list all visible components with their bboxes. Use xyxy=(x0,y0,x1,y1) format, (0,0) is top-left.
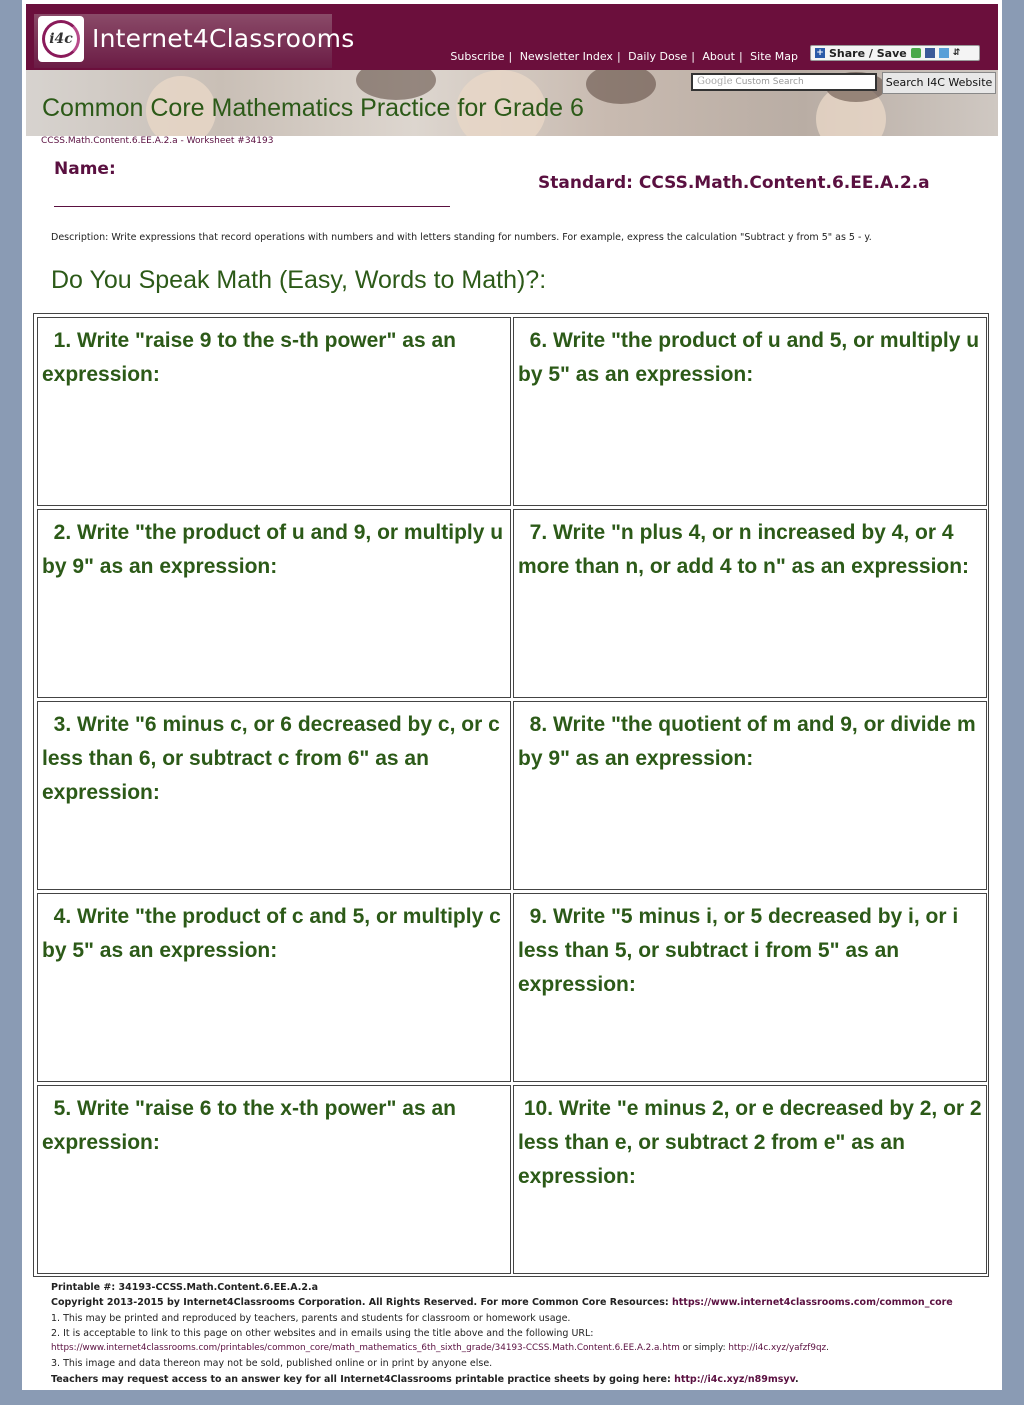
question-text: 9. Write "5 minus i, or 5 decreased by i, or i less than 5, or subtract i from 5" as an expression: xyxy=(518,905,959,996)
breadcrumb: CCSS.Math.Content.6.EE.A.2.a - Worksheet #34193 xyxy=(41,136,274,146)
facebook-icon[interactable] xyxy=(925,48,935,58)
nav-separator: | xyxy=(691,50,695,63)
worksheet-title: Do You Speak Math (Easy, Words to Math)?: xyxy=(51,266,547,294)
worksheet-page xyxy=(22,0,1002,1390)
copyright xyxy=(51,1295,991,1310)
nav-separator: | xyxy=(616,50,621,63)
google-logo: Google xyxy=(697,76,733,87)
question-text: 7. Write "n plus 4, or n increased by 4, or 4 more than n, or add 4 to n" as an expression: xyxy=(518,521,970,578)
or-simply-text: or simply: xyxy=(679,1343,729,1354)
note-3: 3. This image and data thereon may not be sold, published online or in print by anyone else. xyxy=(51,1358,493,1370)
answer-key-note xyxy=(51,1372,991,1387)
question-cell xyxy=(37,317,511,506)
question-text: 1. Write "raise 9 to the s-th power" as an expression: xyxy=(42,329,456,386)
nav-subscribe[interactable]: Subscribe xyxy=(450,50,505,63)
question-cell xyxy=(513,509,987,698)
question-text: 3. Write "6 minus c, or 6 decreased by c, or c less than 6, or subtract c from 6" as an expression: xyxy=(42,713,500,804)
nav-about[interactable]: About xyxy=(702,50,735,63)
worksheet-footer xyxy=(51,1280,991,1387)
note-2: 2. It is acceptable to link to this page on other websites and in emails using the title above and the following URL: xyxy=(51,1327,594,1339)
email-share-icon[interactable] xyxy=(911,48,921,58)
standard-label: Standard: CCSS.Math.Content.6.EE.A.2.a xyxy=(538,173,930,193)
share-plus-icon: + xyxy=(816,48,824,58)
search-placeholder: Custom Search xyxy=(735,77,804,87)
share-label: Share / Save xyxy=(829,46,907,60)
logo-text: Internet4Classrooms xyxy=(92,24,355,53)
nav-newsletter-index[interactable]: Newsletter Index xyxy=(519,50,613,63)
nav-site-map[interactable]: Site Map xyxy=(750,50,798,63)
page-title: Common Core Mathematics Practice for Grade 6 xyxy=(42,94,584,122)
question-cell xyxy=(37,701,511,890)
site-logo[interactable] xyxy=(34,14,355,68)
url-suffix: . xyxy=(826,1343,829,1354)
search-input[interactable] xyxy=(691,73,877,91)
question-cell xyxy=(37,509,511,698)
question-text: 6. Write "the product of u and 5, or multiply u by 5" as an expression: xyxy=(518,329,980,386)
top-nav xyxy=(450,50,798,63)
question-cell xyxy=(37,1085,511,1274)
copyright-text: Copyright 2013-2015 by Internet4Classrooms Corporation. All Rights Reserved. For more Common Core Resources: xyxy=(51,1297,672,1309)
short-url-link[interactable]: http://i4c.xyz/yafzf9qz xyxy=(728,1343,827,1354)
search-button[interactable]: Search I4C Website xyxy=(882,72,996,94)
i4c-logo-icon xyxy=(38,16,84,62)
site-header xyxy=(26,4,998,70)
twitter-icon[interactable] xyxy=(939,48,949,58)
question-text: 2. Write "the product of u and 9, or multiply u by 9" as an expression: xyxy=(42,521,504,578)
url-line xyxy=(51,1341,991,1356)
logo-mark: i4c xyxy=(42,20,80,58)
question-text: 4. Write "the product of c and 5, or multiply c by 5" as an expression: xyxy=(42,905,501,962)
question-cell xyxy=(513,701,987,890)
question-cell xyxy=(37,893,511,1082)
answer-key-link[interactable]: http://i4c.xyz/n89msyv xyxy=(674,1373,796,1385)
answer-key-suffix: . xyxy=(795,1373,799,1385)
name-blank-line xyxy=(54,206,450,207)
question-cell xyxy=(513,893,987,1082)
question-text: 10. Write "e minus 2, or e decreased by 2, or 2 less than e, or subtract 2 from e" as an expression: xyxy=(518,1097,982,1188)
nav-separator: | xyxy=(738,50,743,63)
question-grid xyxy=(33,313,989,1277)
question-text: 5. Write "raise 6 to the x-th power" as an expression: xyxy=(42,1097,456,1154)
note-1: 1. This may be printed and reproduced by teachers, parents and students for classroom or homework usage. xyxy=(51,1312,571,1324)
worksheet-url-link[interactable]: https://www.internet4classrooms.com/printables/common_core/math_mathematics_6th_sixth_grade/34193-CCSS.Math.Content.6.EE.A.2.a.htm xyxy=(51,1343,680,1354)
question-cell xyxy=(513,1085,987,1274)
nav-daily-dose[interactable]: Daily Dose xyxy=(628,50,688,63)
printable-number: Printable #: 34193-CCSS.Math.Content.6.EE.A.2.a xyxy=(51,1282,318,1293)
nav-separator: | xyxy=(508,50,513,63)
name-label: Name: xyxy=(54,159,116,179)
chevron-updown-icon: ⇵ xyxy=(952,48,961,58)
common-core-link[interactable]: https://www.internet4classrooms.com/common_core xyxy=(672,1297,953,1309)
banner-photo-decoration xyxy=(586,70,656,104)
share-save-button[interactable] xyxy=(810,45,980,61)
answer-key-text: Teachers may request access to an answer key for all Internet4Classrooms printable practice sheets by going here: xyxy=(51,1373,675,1385)
question-cell xyxy=(513,317,987,506)
header-banner xyxy=(26,70,998,136)
description: Description: Write expressions that record operations with numbers and with letters standing for numbers. For example, express the calculation "Subtract y from 5" as 5 - y. xyxy=(51,232,872,243)
question-text: 8. Write "the quotient of m and 9, or divide m by 9" as an expression: xyxy=(518,713,976,770)
